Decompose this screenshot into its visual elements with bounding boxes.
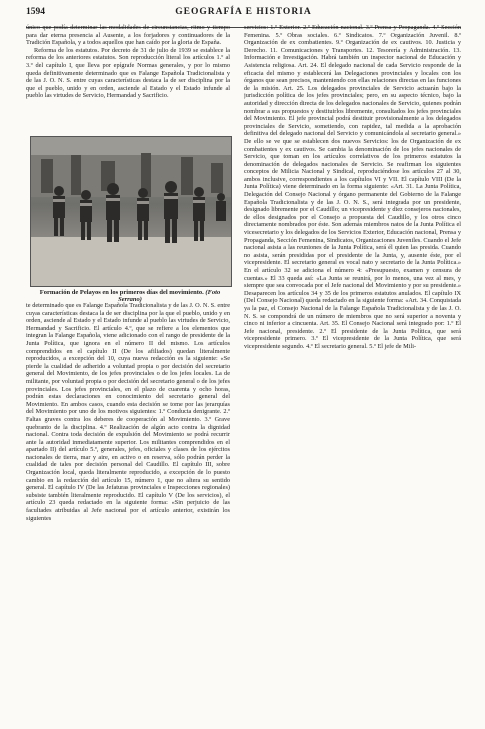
magazine-page (26, 0, 461, 729)
paragraph: único que podía determinar las modalidades de circunstancias, ritmo y tiempo para dar eterna presencia al Ausente, a los forjadores y continuadores de la Tradición Española, y a todos aquellos que han caído por la gloria de España. (26, 24, 230, 47)
left-column-top (26, 24, 230, 132)
page-number: 1594 (26, 7, 45, 17)
caption-text: Formación de Pelayos en los primeros días del movimiento. (39, 289, 204, 296)
left-column-bottom (26, 302, 230, 720)
photo-credit: (Foto Serrano) (118, 289, 221, 303)
right-column (244, 24, 461, 720)
historical-photo (30, 136, 232, 287)
paragraph: Reforma de los estatutos. Por decreto de 31 de julio de 1939 se establece la reforma de los anteriores estatutos. Son reproducción literal los artículos 1.º al 3.º del capítulo I, que lleva por epígrafe Normas generales, y por lo mismo queda definitivamente determinado que es Falange Española Tradicionalista y de las J. O. N. S. entre cuyas características destaca la de ser disciplina por la que el pueblo, unido y en orden, asciende al Estado y el Estado infunde al pueblo las virtudes de Servicio, Hermandad y Sacrificio. (26, 46, 230, 100)
paragraph: te determinado que es Falange Española Tradicionalista y de las J. O. N. S. entre cuyas características destaca la de ser disciplina por la que el pueblo, unido y en orden, asciende al Estado y el Estado infunde al pueblo las virtudes de Servicio, Hermandad y Sacrificio. El artículo 4.º, que se refiere a los elementos que integran la Falange Española, viene adicionado con el rango de presidente de la Junta Política, que ignora en el número II del mismo. Los artículos comprendidos en el capítulo II (De los afiliados) quedan literalmente reproducidos, a excepción del 10, cuya nueva redacción es la siguiente: «Se pierde la cualidad de adherido a voluntad propia o por decisión del secretario general del Movimiento, de los jefes provinciales o de los jefes locales. La de militante, por voluntad propia o por decisión del secretario general o de los jefes provinciales. Los jefes provinciales, en el plazo de cuarenta y ocho horas, podrán estas declaraciones en conocimiento del secretario general del Movimiento. En ambos casos, cuando esta decisión se tome por las jerarquías del Movimiento por uno de los motivos siguientes: 1.º Conducta denigrante. 2.º Faltas graves contra los deberes de cooperación al Movimiento. 3.º Grave quebranto de la disciplina. 4.º Realización de algún acto contra la dignidad nacional. Contra toda decisión de expulsión del Movimiento se podrá recurrir ante la autoridad inmediatamente superior. Los militantes comprendidos en el apartado II) del artículo 5.º, generales, jefes, oficiales y clases de los ejércitos nacionales de tierra, mar y aire, en activo o en reserva, sólo podrán perder la cualidad de tales por decisión personal del Caudillo. El capítulo III, sobre Organización local, queda literalmente reproducido, a excepción de lo puesto cambio en la redacción del artículo 15, número 1, que no altera su sentido general. El capítulo IV (De las Jefaturas provinciales e Inspecciones regionales) subsiste también literalmente reproducido. El capítulo V (De los servicios), el artículo 23 queda redactado en la siguiente forma: «Sin perjuicio de las facultades atribuidas al Jefe nacional por el artículo anterior, existirán los siguientes (26, 302, 230, 522)
marching-youths-illustration (31, 137, 231, 286)
page-header (26, 7, 461, 23)
photo-caption (30, 289, 230, 303)
running-title: GEOGRAFÍA E HISTORIA (175, 7, 312, 17)
paragraph: servicios: 1.º Exterior. 2.º Educación nacional. 3.º Prensa y Propaganda. 4.º Sección Femenina. 5.º Obras sociales. 6.º Sindicatos. 7.º Organización Juvenil. 8.º Organización de ex combatientes. 9.º Organización de ex cautivos. 10. Justicia y Derecho. 11. Comunicaciones y Transportes. 12. Tesorería y Administración. 13. Información e Investigación. Habrá también un inspector nacional de Educación y Asistencia religiosa. Art. 24. El delegado nacional de cada Servicio responde de la eficacia del mismo y establecerá las Delegaciones provinciales y locales con los órganos que sean precisos, manteniendo con ellas relaciones directas en las funciones de la misión. Art. 25. Los delegados provinciales de Servicio actuarán bajo la jurisdicción política de los jefes provinciales; pero, en su aspecto técnico, bajo la autoridad y dirección directa de los delegados nacionales de Servicio, quienes podrán nombrar a sus propuestos y destituirlos libremente, consultados los jefes provinciales del Movimiento. El jefe provincial podrá destituir provisionalmente a los delegados provinciales de Servicio, sometiendo, con rapidez, tal medida a la aprobación definitiva del delegado nacional del Servicio y comunicándola al secretario general.» De ello se ve que se establecen dos nuevos Servicios: los de Organización de ex combatientes y ex cautivos. Se cambia la denominación de los jefes nacionales de Servicio, que toman en los artículos correlativos de los primeros estatutos la denominación de delegados nacionales de Servicio. Se reafirman los siguientes conceptos de Milicia Nacional y Sindical, reproduciéndose los artículos 27 al 30, ambos inclusive, correspondientes a los capítulos VI y VII. El capítulo VIII (De la Junta Política) viene determinado en la forma siguiente: «Art. 31. La Junta Política, Delegación del Consejo Nacional y órgano permanente del Gobierno de la Falange Española Tradicionalista y de las J. O. N. S., será integrada por un presidente, designado libremente por el Caudillo; un vicepresidente y diez consejeros nacionales, de ellos designados por el Consejo a propuesta del Caudillo, y los otros cinco directamente nombrados por éste. Son además miembros natos de la Junta Política el vicesecretario y los delegados de los Servicios Exterior, Educación nacional, Prensa y Propaganda, Sección Femenina, Sindicatos, Organizaciones Juveniles. Cuando el Jefe nacional asista a las reuniones de la Junta Política, será él quien las presida. Cuando no asista, serán presididas por el presidente de la Junta, y, ausente éste, por el vicepresidente. El secretario general es vocal nato y secretario de la Junta Política.» En el artículo 32 se adiciona el número 4: «Presupuesto, examen y censura de cuentas.» El 33 queda así: «La Junta se reunirá, por lo menos, una vez al mes, y siempre que sea convocada por el Jefe nacional del Movimiento y por su presidente.» Desaparecen los artículos 34 y 35 de los primeros estatutos anulados. El capítulo IX (Del Consejo Nacional) queda redactado en la siguiente forma: «Art. 34. Conquistada ya la paz, el Consejo Nacional de la Falange Española Tradicionalista y de las J. O. N. S. se compondrá de un número de miembros que no será superior a noventa y cinco ni inferior a cincuenta. Art. 35. El Consejo Nacional será integrado por: 1.º El Jefe nacional, presidente. 2.º El presidente de la Junta Política, que será vicepresidente primero. 3.º El vicepresidente de la Junta Política, que será vicepresidente segundo. 4.º El secretario general. 5.º El jefe de Mili- (244, 24, 461, 350)
